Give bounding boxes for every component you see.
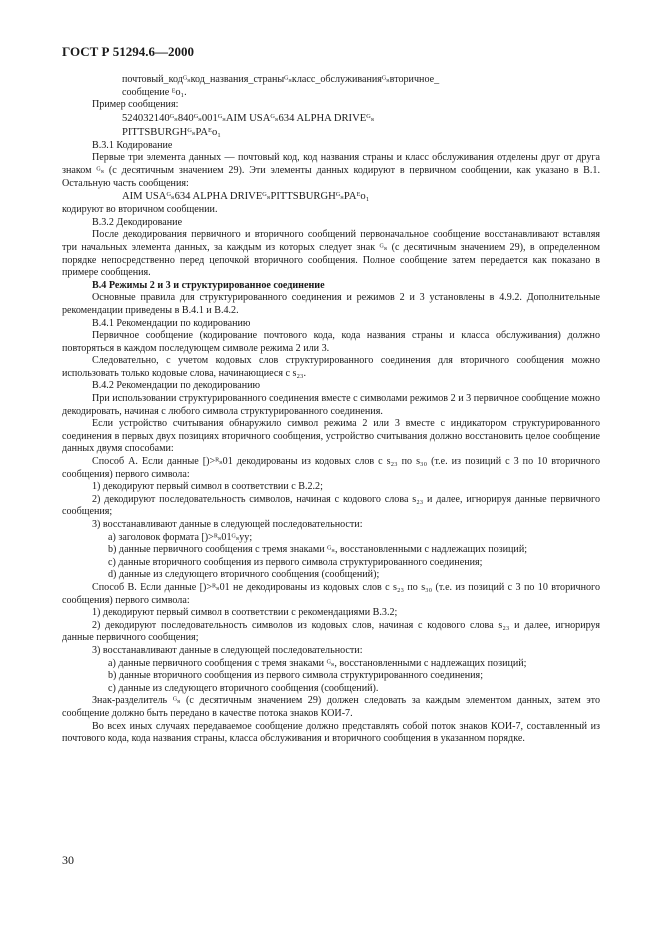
paragraph: PITTSBURGHᴳₛPAᴱo₁	[122, 126, 221, 138]
paragraph: В.3.2 Декодирование	[92, 216, 183, 228]
paragraph: Следовательно, с учетом кодовых слов структурированного соединения для вторичного сообщения можно использовать только кодовые слова, начинающиеся с s₂₃.	[62, 355, 600, 379]
paragraph: кодируют во вторичном сообщении.	[62, 204, 218, 216]
paragraph: При использовании структурированного соединения вместе с символами режимов 2 и 3 первичное сообщение можно декодировать, начиная с любого символа структурированного соединения.	[62, 393, 600, 417]
paragraph: 1) декодируют первый символ в соответствии с рекомендациями В.3.2;	[92, 607, 398, 619]
paragraph: а) данные первичного сообщения с тремя знаками ᴳₛ, восстановленными с надлежащих позиций;	[108, 657, 527, 669]
paragraph: 3) восстанавливают данные в следующей последовательности:	[92, 644, 363, 656]
document-body	[62, 74, 600, 746]
paragraph: сообщение ᴱo₁.	[122, 86, 187, 98]
paragraph: 2) декодируют последовательность символов, начиная с кодового слова s₂₃ и далее, игнорируя данные первичного сообщения;	[62, 493, 600, 518]
paragraph: d) данные из следующего вторичного сообщения (сообщений);	[108, 569, 380, 581]
paragraph: В.4.1 Рекомендации по кодированию	[92, 317, 251, 329]
paragraph: с) данные вторичного сообщения из первого символа структурированного соединения;	[108, 556, 483, 568]
paragraph: Первичное сообщение (кодирование почтового кода, кода названия страны и класса обслуживания) должно повторяться в каждом последующем символе режима 2 или 3.	[62, 330, 600, 354]
paragraph: Первые три элемента данных — почтовый код, код названия страны и класс обслуживания отделены друг от друга знаком ᴳₛ (с десятичным значением 29). Эти элементы данных кодируют в первичном сообщении, как указано в В.1. Остальную часть сообщения:	[62, 152, 600, 189]
paragraph: Если устройство считывания обнаружило символ режима 2 или 3 вместе с индикатором структурированного соединения в первых двух позициях вторичного сообщения, устройство считывания должно восстановить целое сообщение данных двумя способами:	[62, 418, 600, 455]
paragraph: Основные правила для структурированного соединения и режимов 2 и 3 установлены в 4.9.2. Дополнительные рекомендации приведены в В.4.1 и В.4.2.	[62, 292, 600, 316]
standard-header: ГОСТ Р 51294.6—2000	[62, 44, 194, 59]
page-number: 30	[62, 853, 74, 867]
paragraph: а) заголовок формата [)>ᴿₛ01ᴳₛyy;	[108, 531, 253, 543]
paragraph: В.4.2 Рекомендации по декодированию	[92, 380, 261, 392]
paragraph: Способ В. Если данные [)>ᴿₛ01 не декодированы из кодовых слов с s₂₃ по s₃₀ (т.е. из позиций с 3 по 10 вторичного сообщения) первого символа:	[62, 581, 600, 606]
paragraph: 3) восстанавливают данные в следующей последовательности:	[92, 519, 363, 530]
paragraph: с) данные из следующего вторичного сообщения (сообщений).	[108, 682, 379, 694]
paragraph: Знак-разделитель ᴳₛ (с десятичным значением 29) должен следовать за каждым элементом данных, затем это сообщение должно быть передано в качестве потока знаков КОИ-7.	[62, 695, 600, 719]
paragraph: b) данные вторичного сообщения из первого символа структурированного соединения;	[108, 670, 484, 682]
paragraph: Способ А. Если данные [)>ᴿₛ01 декодированы из кодовых слов с s₂₃ по s₃₀ (т.е. из позиций с 3 по 10 вторичного сообщения) первого символа:	[62, 456, 600, 480]
paragraph: b) данные первичного сообщения с тремя знаками ᴳₛ, восстановленными с надлежащих позиций;	[108, 544, 528, 556]
paragraph: AIM USAᴳₛ634 ALPHA DRIVEᴳₛPITTSBURGHᴳₛPAᴱo₁	[122, 191, 370, 203]
paragraph: После декодирования первичного и вторичного сообщений первоначальное сообщение восстанавливают вставляя три начальных элемента данных, за каждым из которых следует знак ᴳₛ (с десятичным значением 29), в определенном порядке непосредственно перед цепочкой вторичного сообщения. Полное сообщение затем передается как показано в примере сообщения.	[62, 229, 600, 279]
paragraph: 2) декодируют последовательность символов из кодовых слов, начиная с кодового слова s₂₃ и далее, игнорируя данные первичного сообщения;	[62, 619, 600, 644]
paragraph: В.3.1 Кодирование	[92, 139, 173, 151]
paragraph: Пример сообщения:	[92, 99, 179, 111]
paragraph: почтовый_кодᴳₛкод_названия_страныᴳₛкласс_обслуживанияᴳₛвторичное_	[122, 74, 440, 85]
paragraph: Во всех иных случаях передаваемое сообщение должно представлять собой поток знаков КОИ-7, составленный из почтового кода, кода названия страны, класса обслуживания и вторичного сообщения в указанном порядке.	[62, 720, 600, 745]
paragraph: В.4 Режимы 2 и 3 и структурированное соединение	[92, 279, 325, 291]
paragraph: 1) декодируют первый символ в соответствии с В.2.2;	[92, 481, 323, 493]
paragraph: 524032140ᴳₛ840ᴳₛ001ᴳₛAIM USAᴳₛ634 ALPHA DRIVEᴳₛ	[122, 112, 375, 124]
